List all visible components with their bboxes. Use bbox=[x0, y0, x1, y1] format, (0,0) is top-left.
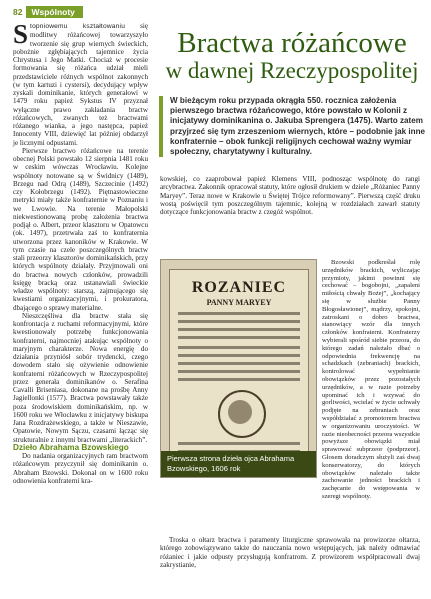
text-line bbox=[178, 320, 300, 323]
opening-text: się modlitwy różańcowej towarzyszyło tworzenie się grup wiernych świeckich, pobożnie zgłębiających tajemnice życia Chrystusa i Jego Matki. Chociaż w procesie formowania się różańca udział mieli przedstawiciele różnych wspólnot zakonnych (w tym kartuzi i cystersi), decydujący wpływ zyskali dominikanie, których generałowi w 1479 roku papież Sykstus IV przyznał wyłączne prawo zakładania bractw różańcowych, zwanych też bractwami różanego wianka, a jego następca, papież Innocenty VIII, dziewięć lat później obdarzył je licznymi odpustami. bbox=[13, 22, 148, 147]
text-line bbox=[178, 362, 300, 365]
book-illustration bbox=[160, 259, 317, 478]
body-paragraph: Do nadania organizacyjnych ram bractwom różańcowym przyczynił się dominikanin o. Abraham Bzowski. Dokonał on w 1600 roku odnowienia konfraterni kra- bbox=[13, 452, 148, 485]
text-line bbox=[178, 336, 300, 339]
right-column-top bbox=[160, 175, 420, 216]
body-paragraph: Bzowski podkreślał rolę urzędników brackich, wyliczając przymioty, jakimi powinni się cechować – bogobojni, „zapaleni miłością chwały Bożej”, „kochający się w służbie Panny Błogosławionej”, mądrzy, spokojni, zatroskani o dobro bractwa, stanowiący wzór dla innych członków konfraterni. Konfraterzy wybierali spośród siebie przeora, do którego zadań należało dbać o odpowiednia frekwencję na schadzkach (zebraniach) brackich, kontrolować wypełnianie obowiązków przez pozostałych urzędników, a w razie potrzeby upominać ich i wzywać do gorliwości, wcielać w życie uchwały podjęte na zebraniach oraz współdziałać z promotorem bractwa w organizowaniu uroczystości. W razie nieobecności przeora wszystkie powyższe obowiązki miał sprawować subprzeor (podprzeor). Głosem doradczym służyli zaś dwaj konserwatorzy, do których obowiązków należało także zachowanie jedności brackich i zachęcanie do wstępowania w szeregi wspólnoty. bbox=[322, 259, 420, 500]
text-line bbox=[178, 370, 300, 373]
subheading: Dzieło Abrahama Bzowskiego bbox=[13, 442, 129, 452]
text-line bbox=[178, 354, 300, 357]
text-line bbox=[178, 378, 300, 381]
text-line bbox=[178, 346, 300, 349]
right-column-bottom bbox=[160, 536, 420, 569]
body-paragraph: kowskiej, co zaaprobował papież Klemens VIII, podnosząc wspólnotę do rangi arcybractwa. Zakonnik opracował statuty, które ogłosił drukiem w dziele „Różaniec Panny Maryey”. Teraz nowe w Krakowie u Świętej Trójce reformowany”. Pierwszą część druku wostą poświęcił tym poszczególnym tajemnic, kolejną w rozdziałach zawarł statuty dotyczące funkcjonowania bractw z czegóż wspólnot. bbox=[160, 175, 420, 216]
lead-paragraph: W bieżącym roku przypada okrągła 550. rocznica założenia pierwszego bractwa różańcowego, które powstało w Kolonii z inicjatywy dominikanina o. Jakuba Sprengera (1475). Warto zatem przyjrzeć się tym zrzeszeniom wiernych, które – podobnie jak inne konfraternie – obok funkcji religijnych cechował ważny wymiar społeczny, charytatywny i kulturalny. bbox=[159, 96, 431, 157]
emblem-center-icon bbox=[228, 400, 252, 424]
title-page bbox=[169, 269, 309, 467]
title-line-1: Bractwa różańcowe bbox=[177, 27, 407, 59]
opening-paragraph bbox=[13, 19, 148, 147]
article-title bbox=[157, 28, 427, 84]
image-caption: Pierwsza strona dzieła ojca Abrahama Bzowskiego, 1606 rok bbox=[161, 451, 316, 477]
left-column bbox=[13, 19, 148, 485]
book-subtitle: PANNY MARYEY bbox=[206, 298, 272, 307]
section-label: Wspólnoty bbox=[26, 6, 82, 18]
text-line bbox=[178, 312, 300, 315]
body-paragraph: Pierwsze bractwo różańcowe na terenie obecnej Polski powstało 12 sierpnia 1481 roku w ceskim wówczas Wrocławiu. Kolejne wspólnoty notowane są w Świdnicy (1489), Brzegu nad Odrą (1489), Szczecinie (1492) czy Kołobrzegu (1492). Piętnastowieczne metryki miały także konfraternie w Poznaniu i we Lwowie. Na terenie Małopolski niekwestionowaną probę założenia bractwa podjął o. Albert, przeor klasztoru w Opatowcu (ok. 1497), przetrwała zaś to konfraternia utworzona przez kanoników w Krakowie. W tym czasie na czele poszczególnych bractw stali przeorzy klasztorów dominikańskich, przy których wspólnoty działały. Przyjmowali oni do bractwa nowych członków, prowadzili księgę bracką oraz ustanawiali świeckie władze wspólnoty: starszą, zajmującego się kwestiami organizacyjnymi, i prokuratora, dbającego o sprawy materialne. bbox=[13, 146, 148, 312]
text-line bbox=[178, 328, 300, 331]
body-paragraph: Troska o ołtarz bractwa i paramenty liturgiczne sprawowała na prowizorze ołtarza, którego zobowiązywano także do nauczania nowo wstępujących, jak należy odmawiać różaniec i jakie odpusty przysługują konfratrom. Z prowizorem współpracowali dwaj zakrystianie, bbox=[160, 536, 420, 569]
page-number: 82 bbox=[13, 6, 23, 17]
title-line-2: w dawnej Rzeczypospolitej bbox=[165, 58, 419, 84]
page-header bbox=[0, 5, 83, 18]
opening-caps: topniowemu kształtowaniu bbox=[30, 23, 126, 30]
book-title: ROZANIEC bbox=[191, 279, 287, 296]
text-line bbox=[178, 442, 300, 445]
drop-cap: S bbox=[13, 19, 29, 49]
body-paragraph: Nieszczęśliwa dla bractw stała się konfrontacja z ruchami reformacyjnymi, które kwestionowały potrzebę funkcjonowania konfraterni, najmocniej atakując wspólnoty o maryjnym charakterze. Nowa energię do działania przyniósł sobór trydencki, czego dowodem stało się ożywienie odnowienie konfraterni różańcowych w Rzeczypospolitej przez generała dominikanów o. Serafina Cavalli Briseniasa, dokonane na prośbę Anny Jagiellonki (1577). Bractwa powstawały także poza środowiskiem dominikańskim, np. w 1600 roku we Włocławku z inicjatywy biskupa Jana Rozdrażewskiego, a także w Nieszawie, Opatowie, Nowym Sączu, czasami łącząc się strukturalnie z innymi bractwami „literackich”. bbox=[13, 311, 148, 444]
right-column-wrap bbox=[322, 259, 420, 501]
